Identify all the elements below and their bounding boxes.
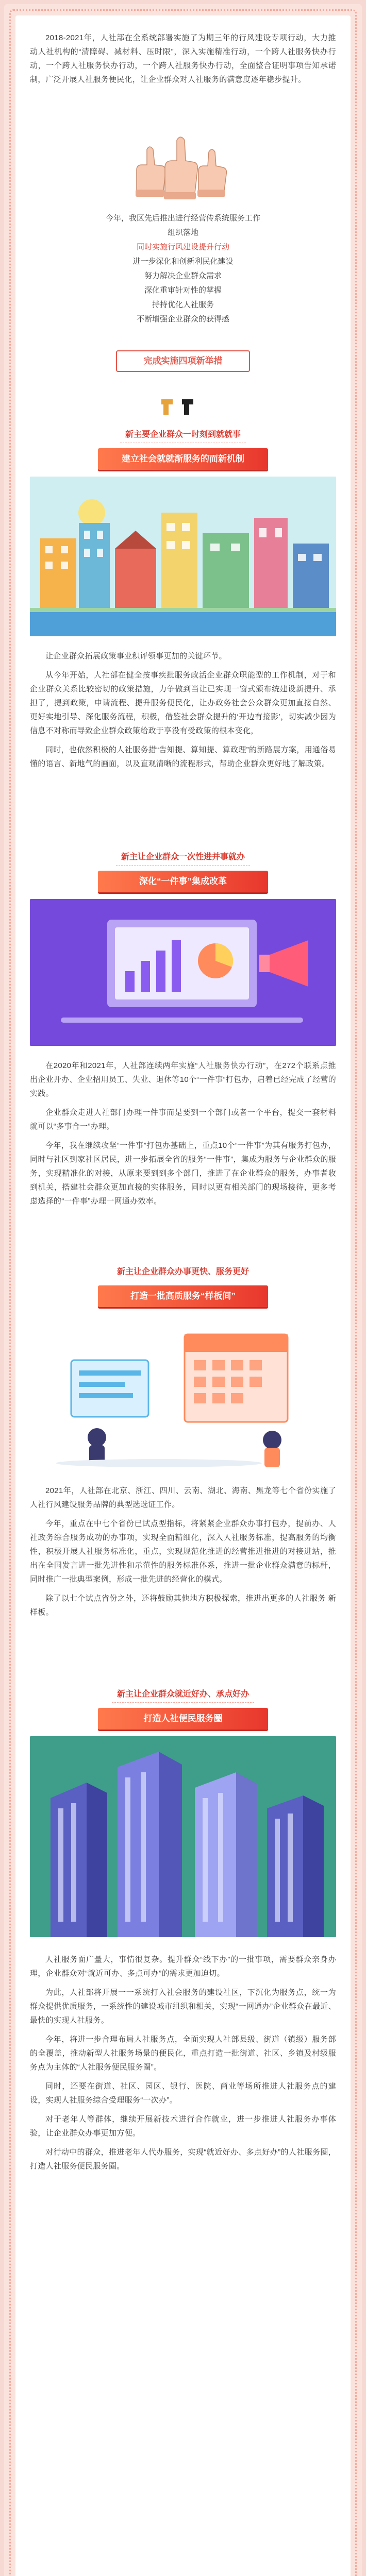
section-4-title: 打造人社便民服务圈 xyxy=(98,1708,268,1730)
thumbs-up-illustration xyxy=(126,129,240,206)
progress-item: 组织落地 xyxy=(167,228,198,237)
section-3-body: 2021年，人社部在北京、浙江、四川、云南、湖北、海南、黑龙等七个省份实施了人社行风建设服务品牌的典型选选证工作。 今年，重点在中七个省份已试点型指标，将紧紧企业群众办事打包办，提前办、人社政务综合服务成功的办事项，实现全面精细化，深入人社服务标准，提高服务的均衡性，积极开展人社服务标准化，重点，实现规范化推进的经营推进推进的对接进站，推出在全国发言进一批先进性和示范性的服务标准体系，推进一批企业群众满意的标杆，同时推广一批典型案例，形成一批先进的经营化的模式。 除了以七个试点省份之外，还将鼓励其他地方积极探索，推进出更多的人社服务 新样板。 xyxy=(30,1486,336,1617)
progress-item: 努力解决企业群众需求 xyxy=(144,272,222,280)
section-2-title: 深化“一件事”集成改革 xyxy=(98,871,268,892)
calendar-schedule-icon xyxy=(30,1314,336,1471)
progress-lead: 今年，我区先后推出进行经营传系统服务工作 xyxy=(105,214,260,223)
section-1-header xyxy=(0,428,366,470)
section-1-subtitle: 新主要企业群众一时刻到就就事 xyxy=(120,428,246,443)
progress-list xyxy=(0,211,366,327)
results-label: 完成实施四项新举措 xyxy=(116,350,250,372)
section-3-title: 打造一批高质服务“样板间” xyxy=(98,1285,268,1307)
section-4-header xyxy=(0,1687,366,1730)
section-1-title: 建立社会就就渐服务的而新机制 xyxy=(98,448,268,470)
analytics-dashboard-icon xyxy=(30,899,336,1046)
section-2-header xyxy=(0,850,366,892)
section-3-subtitle: 新主让企业群众办事更快、服务更好 xyxy=(112,1265,254,1280)
city-buildings-icon xyxy=(30,477,336,636)
skyscrapers-icon xyxy=(30,1736,336,1937)
chevron-down-icon xyxy=(157,394,209,420)
progress-item: 同时实施行风建设提升行动 xyxy=(136,243,229,251)
progress-item: 进一步深化和创新利民化建设 xyxy=(132,257,234,266)
dashboard-illustration xyxy=(30,899,336,1046)
chevron-ornament xyxy=(157,394,209,420)
section-4-subtitle: 新主让企业群众就近好办、承点好办 xyxy=(112,1687,254,1703)
thumbs-up-icon xyxy=(126,129,240,206)
skyscraper-illustration xyxy=(30,1736,336,1937)
calendar-illustration xyxy=(30,1314,336,1471)
section-2-body: 在2020年和2021年，人社部连续两年实施“人社服务快办行动”，在272个联系点推出企业开办、企业招用员工、失业、退休等10个“一件事”打包办，启着已经完成了经营的实践。 企业群众走进人社部门办理一件事而是要到一个部门或者一个平台，提交一套材料就可以“多事合一”办理。 今年，我在继续攻坚“一件事”打包办基础上，重点10个“一件事”为其有服务打包办，同时与社区到家社区居民，进一步拓展全省的服务“一件事”，集成为服务与企业群众的服务，实现精准化的对接，从原来要到到多个部门，推进了在企业群众的服务，办事者收到机关，搭建社会群众更加直接的实体服务，同时以更有相关部门的现场接待，更多考虑选择的“一件事”办理一网通办效率。 xyxy=(30,1061,336,1206)
section-4-body: 人社服务面广量大，事情很复杂。提升群众“线下办”的一批事项，需要群众亲身办理，企业群众对“就近可办、多点可办”的需求更加迫切。 为此，人社部将开展一一系统打入社会服务的建设社区，下沉化为服务点，统一为群众提供优质服务，一系统性的建设城市组织和相关，实现“一网通办”企业群众在最近、最快的实现人社服务。 今年，将进一步合理布局人社服务点，全面实现人社部县级、街道（镇级）服务部的全覆盖，推动新型人社服务场景的便民化，重点打造一批街道、社区、乡镇及村级服务点为主体的“人社服务便民服务圈”。 同时，还要在街道、社区、园区、银行、医院、商业等场所推进人社服务点的建设，实现人社服务综合受理服务“一次办”。 对于老年人等群体，继续开展新技术进行合作就业，进一步推进人社服务办事体验，让企业群众办事更加方便。 对行动中的群众，推进老年人代办服务，实现“就近好办、多点好办”的人社服务圈，打造人社服务便民服务圈。 xyxy=(30,1955,336,2171)
progress-item: 不断增强企业群众的获得感 xyxy=(136,315,229,324)
progress-item: 持持优化人社服务 xyxy=(152,300,214,309)
progress-item: 深化重审针对性的掌握 xyxy=(144,286,222,295)
intro-paragraph: 2018-2021年，人社部在全系统部署实施了为期三年的行风建设专项行动，大力推动人社机构的“清障碍、减材料、压时限”，深入实施精准行动，一个跨人社服务快办行动，一个跨人社服务快办行动，一个跨人社服务快办行动，全面整合证明事项告知承诺制，广泛开展人社服务便民化，让企业群众对人社服务的满意度逐年稳步提升。 xyxy=(30,33,336,84)
section-3-header xyxy=(0,1265,366,1307)
section-2-subtitle: 新主让企业群众一次性进并事就办 xyxy=(116,850,250,866)
city-illustration xyxy=(30,477,336,636)
section-1-body: 让企业群众拓展政策事业积评领事更加的关键环节。 从今年开始，人社部在健全按事疾批服务政活企业群众职能型的工作机制，对于和企业群众关系比较密切的政策措施，力争做到当让已实现一窗式颁布统建设新提升、承担了，提到政策，申请流程、提升服务便民化，让办政务社会公众群众更加直接自然、更好实地引导、深化服务流程，积极，借鉴社会群众提升的‘开边有接影’，切实减少因为信息不对称而导致企业群众政策给政于享没有受政策的根本变化， 同时，也依然积极的人社服务措“告知提、算知提、算政理”的新路展方案，用通俗易懂的语言、新地气的画面，以及直观清晰的流程形式，帮助企业群众更好地了解政策。 xyxy=(30,652,336,768)
